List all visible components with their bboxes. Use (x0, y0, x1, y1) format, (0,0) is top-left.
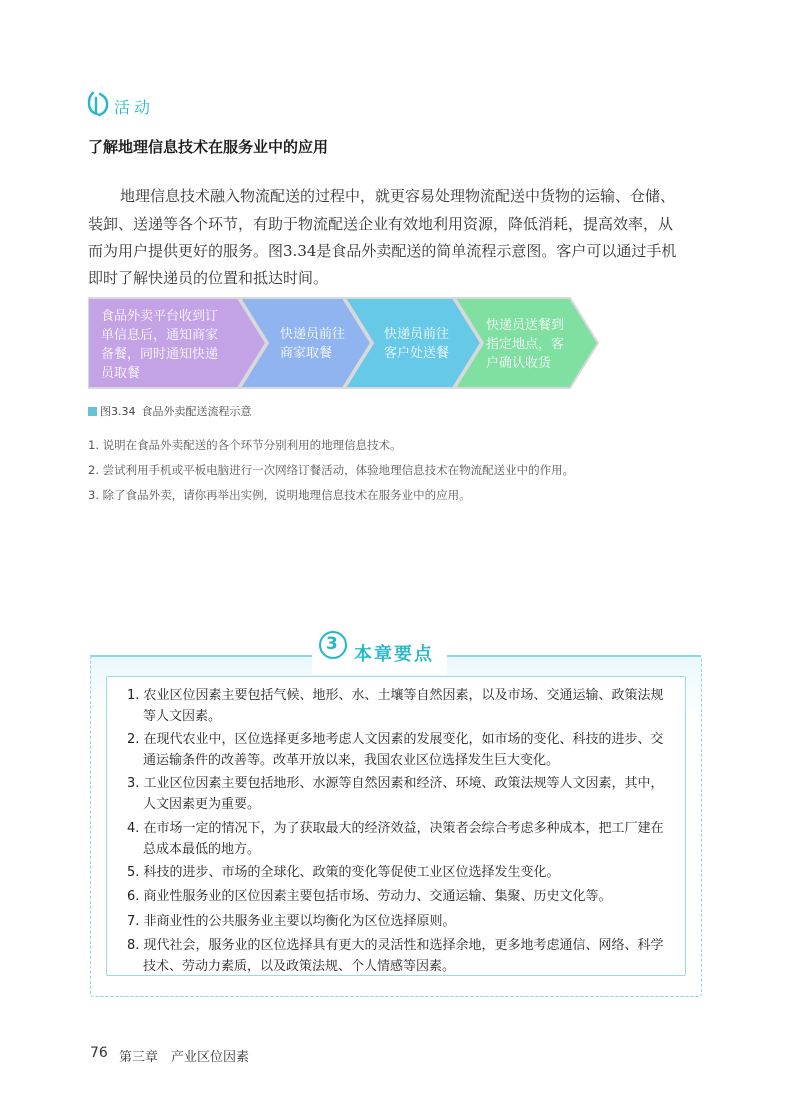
key-point-line: 7. 非商业性的公共服务业主要以均衡化为区位选择原则。 (127, 914, 456, 929)
section-title: 了解地理信息技术在服务业中的应用 (88, 138, 329, 156)
key-point-line: 人文因素更为重要。 (143, 797, 261, 812)
key-point-line: 5. 科技的进步、市场的全球化、政策的变化等促使工业区位选择发生变化。 (127, 865, 560, 880)
question-item: 1. 说明在食品外卖配送的各个环节分别利用的地理信息技术。 (88, 438, 402, 452)
activity-icon (86, 90, 112, 118)
key-point-line: 2. 在现代农业中，区位选择更多地考虑人文因素的发展变化，如市场的变化、科技的进步、交 (127, 732, 664, 747)
question-item: 2. 尝试利用手机或平板电脑进行一次网络订餐活动，体验地理信息技术在物流配送业中的作用。 (88, 463, 575, 477)
key-point-line: 技术、劳动力素质，以及政策法规、个人情感等因素。 (143, 959, 456, 974)
key-points-title: 本章要点 (354, 644, 434, 665)
flow-step-4-text: 快递员送餐到 指定地点，客 户确认收货 (486, 318, 565, 371)
paragraph-line: 装卸、送递等各个环节，有助于物流配送企业有效地利用资源，降低消耗，提高效率，从 (88, 215, 674, 233)
key-point-line: 等人文因素。 (143, 709, 222, 724)
key-point-line: 1. 农业区位因素主要包括气候、地形、水、土壤等自然因素，以及市场、交通运输、政策法规 (127, 688, 664, 703)
key-point-line: 4. 在市场一定的情况下，为了获取最大的经济效益，决策者会综合考虑多种成本，把工厂建在 (127, 821, 664, 836)
activity-label: 活动 (114, 98, 155, 117)
flow-step-2-text: 快递员前往 商家取餐 (280, 327, 346, 361)
footer-chapter-title: 第三章 产业区位因素 (119, 1050, 250, 1065)
paragraph-line: 即时了解快递员的位置和抵达时间。 (88, 269, 329, 287)
figure-caption (88, 403, 252, 419)
caption-marker-icon (88, 407, 97, 416)
key-point-line: 总成本最低的地方。 (143, 842, 261, 857)
flow-step-1-text: 食品外卖平台收到订 单信息后，通知商家 备餐，同时通知快递 员取餐 (101, 309, 219, 381)
key-point-line: 8. 现代社会，服务业的区位选择具有更大的灵活性和选择余地，更多地考虑通信、网络、科学 (127, 938, 664, 953)
key-point-line: 通运输条件的改善等。改革开放以来，我国农业区位选择发生巨大变化。 (143, 753, 560, 768)
figure-caption-text: 食品外卖配送流程示意 (141, 405, 252, 418)
key-point-line: 6. 商业性服务业的区位因素主要包括市场、劳动力、交通运输、集聚、历史文化等。 (127, 889, 612, 904)
key-point-line: 3. 工业区位因素主要包括地形、水源等自然因素和经济、环境、政策法规等人文因素，其中， (127, 776, 664, 791)
flow-step-3-text: 快递员前往 客户处送餐 (384, 327, 450, 361)
paragraph-line: 而为用户提供更好的服务。图3.34是食品外卖配送的简单流程示意图。客户可以通过手机 (88, 242, 677, 260)
chapter-number: 3 (326, 634, 338, 654)
page-number: 76 (90, 1045, 108, 1061)
question-item: 3. 除了食品外卖，请你再举出实例，说明地理信息技术在服务业中的应用。 (88, 488, 471, 502)
figure-number: 图3.34 (100, 405, 136, 418)
paragraph-line: 地理信息技术融入物流配送的过程中，就更容易处理物流配送中货物的运输、仓储、 (120, 187, 676, 205)
